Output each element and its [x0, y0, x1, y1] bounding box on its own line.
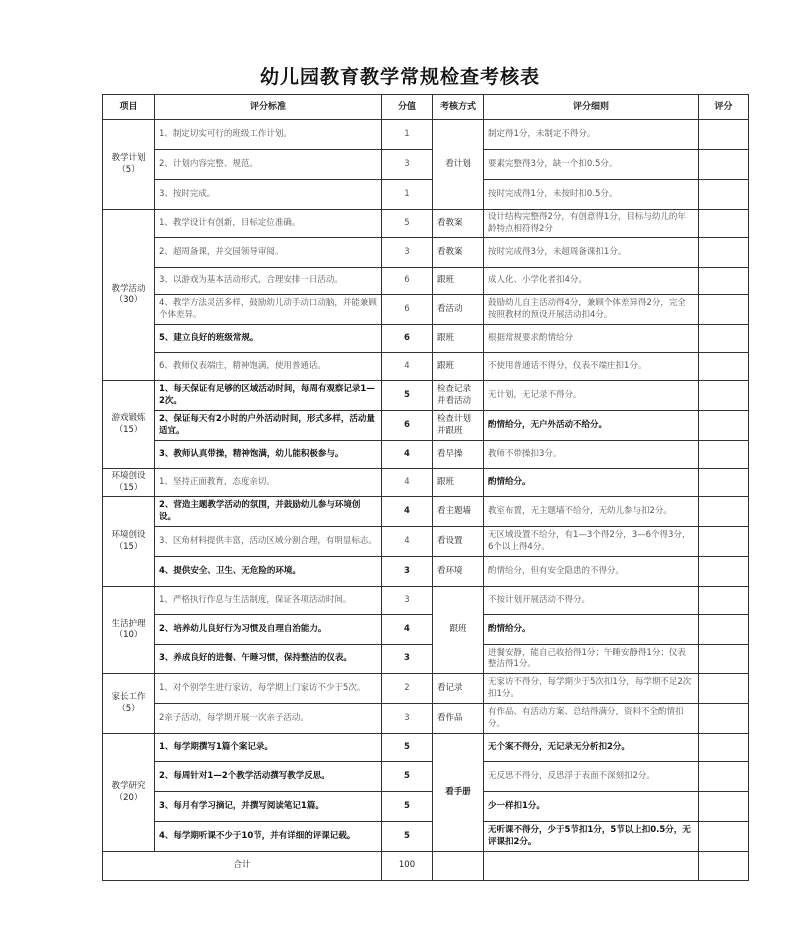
- row-standard: 5、建立良好的班级常规。: [155, 325, 382, 353]
- row-method: 看设置: [433, 527, 484, 557]
- row-standard: 1、制定切实可行的班级工作计划。: [155, 120, 382, 150]
- row-detail: 不按计划开展活动不得分。: [484, 587, 699, 615]
- row-detail: 不使用普通话不得分，仪表不端庄扣1分。: [484, 353, 699, 381]
- row-category: 教学计划（5）: [103, 120, 155, 210]
- row-method: 检查记录并看活动: [433, 381, 484, 411]
- row-rating-input[interactable]: [699, 238, 749, 268]
- row-detail: 无计划，无记录不得分。: [484, 381, 699, 411]
- row-rating-input[interactable]: [699, 734, 749, 762]
- row-method: 跟班: [433, 469, 484, 497]
- table-row: [103, 557, 749, 587]
- row-rating-input[interactable]: [699, 325, 749, 353]
- table-row: [103, 268, 749, 295]
- row-category: 家长工作（5）: [103, 674, 155, 734]
- row-rating-input[interactable]: [699, 150, 749, 180]
- row-detail: 无反思不得分，反思浮于表面不深刻扣2分。: [484, 762, 699, 792]
- row-score: 4: [382, 353, 433, 381]
- row-method: 跟班: [433, 353, 484, 381]
- row-score: 4: [382, 469, 433, 497]
- row-detail: 无个案不得分，无记录无分析扣2分。: [484, 734, 699, 762]
- row-rating-input[interactable]: [699, 587, 749, 615]
- row-category: 游戏锻炼（15）: [103, 381, 155, 469]
- row-rating-input[interactable]: [699, 353, 749, 381]
- table-body: [103, 120, 749, 852]
- row-method: 看教案: [433, 238, 484, 268]
- row-standard: 2、保证每天有2小时的户外活动时间，形式多样，活动量适宜。: [155, 411, 382, 441]
- row-score: 5: [382, 210, 433, 238]
- table-row: [103, 325, 749, 353]
- row-standard: 2、每周针对1—2个教学活动撰写教学反思。: [155, 762, 382, 792]
- row-rating-input[interactable]: [699, 441, 749, 469]
- total-rating: [699, 852, 749, 881]
- row-method: 跟班: [433, 587, 484, 674]
- table-row: [103, 527, 749, 557]
- table-header-row: [103, 95, 749, 120]
- total-row: [103, 852, 749, 881]
- table-row: [103, 210, 749, 238]
- row-score: 3: [382, 238, 433, 268]
- table-row: [103, 381, 749, 411]
- row-detail: 要素完整得3分，缺一个扣0.5分。: [484, 150, 699, 180]
- table-row: [103, 792, 749, 822]
- row-score: 3: [382, 587, 433, 615]
- total-method: [433, 852, 484, 881]
- row-rating-input[interactable]: [699, 645, 749, 674]
- table-row: [103, 674, 749, 704]
- row-standard: 2亲子活动，每学期开展一次亲子活动。: [155, 704, 382, 734]
- row-detail: 无听课不得分，少于5节扣1分，5节以上扣0.5分，无评课扣2分。: [484, 822, 699, 852]
- row-score: 5: [382, 792, 433, 822]
- row-method: 看环境: [433, 557, 484, 587]
- row-score: 2: [382, 674, 433, 704]
- row-score: 3: [382, 557, 433, 587]
- row-score: 6: [382, 295, 433, 325]
- row-detail: 无家访不得分，每学期少于5次扣1分，每学期不足2次扣1分。: [484, 674, 699, 704]
- table-row: [103, 180, 749, 210]
- row-standard: 3、区角材料提供丰富，活动区域分割合理，有明显标志。: [155, 527, 382, 557]
- row-standard: 2、超周备课，并交园领导审阅。: [155, 238, 382, 268]
- row-category: 教学研究（20）: [103, 734, 155, 852]
- row-standard: 3、教师认真带操，精神饱满，幼儿能积极参与。: [155, 441, 382, 469]
- total-label: 合计: [103, 852, 382, 881]
- row-rating-input[interactable]: [699, 822, 749, 852]
- row-rating-input[interactable]: [699, 411, 749, 441]
- row-rating-input[interactable]: [699, 469, 749, 497]
- row-method: 看手册: [433, 734, 484, 852]
- row-detail: 设计结构完整得2分，有创意得1分，目标与幼儿的年龄特点相符得2分: [484, 210, 699, 238]
- row-rating-input[interactable]: [699, 527, 749, 557]
- row-detail: 酌情给分，但有安全隐患的不得分。: [484, 557, 699, 587]
- row-rating-input[interactable]: [699, 762, 749, 792]
- row-detail: 酌情给分。: [484, 469, 699, 497]
- row-standard: 2、培养幼儿良好行为习惯及自理自治能力。: [155, 615, 382, 645]
- table-row: [103, 822, 749, 852]
- row-score: 5: [382, 734, 433, 762]
- row-standard: 4、教学方法灵活多样，鼓励幼儿动手动口动脑，并能兼顾个体差异。: [155, 295, 382, 325]
- row-standard: 6、教师仪表端庄，精神饱满，使用普通话。: [155, 353, 382, 381]
- table-row: [103, 469, 749, 497]
- row-rating-input[interactable]: [699, 210, 749, 238]
- row-detail: 鼓励幼儿自主活动得4分，兼顾个体差异得2分，完全按照教材的预设开展活动扣4分。: [484, 295, 699, 325]
- row-detail: 少一样扣1分。: [484, 792, 699, 822]
- row-detail: 制定得1分，未制定不得分。: [484, 120, 699, 150]
- table-row: [103, 120, 749, 150]
- row-score: 1: [382, 180, 433, 210]
- header-category: 项目: [103, 95, 155, 120]
- row-detail: 根据常规要求酌情给分: [484, 325, 699, 353]
- row-rating-input[interactable]: [699, 381, 749, 411]
- table-row: [103, 238, 749, 268]
- table-row: [103, 497, 749, 527]
- row-detail: 酌情给分。: [484, 615, 699, 645]
- row-score: 5: [382, 762, 433, 792]
- row-detail: 教师不带操扣3分。: [484, 441, 699, 469]
- row-category: 环境创设（15）: [103, 497, 155, 587]
- row-detail: 无区域设置不给分，有1—3个得2分，3—6个得3分，6个以上得4分。: [484, 527, 699, 557]
- row-detail: 教室布置，无主题墙不给分，无幼儿参与扣2分。: [484, 497, 699, 527]
- table-row: [103, 150, 749, 180]
- row-standard: 4、提供安全、卫生、无危险的环境。: [155, 557, 382, 587]
- row-detail: 酌情给分，无户外活动不给分。: [484, 411, 699, 441]
- row-score: 6: [382, 325, 433, 353]
- table-row: [103, 295, 749, 325]
- row-method: 看主题墙: [433, 497, 484, 527]
- row-rating-input[interactable]: [699, 295, 749, 325]
- row-method: 看作品: [433, 704, 484, 734]
- row-standard: 3、养成良好的进餐、午睡习惯，保持整洁的仪表。: [155, 645, 382, 674]
- row-standard: 2、营造主题教学活动的氛围，并鼓励幼儿参与环境创设。: [155, 497, 382, 527]
- row-rating-input[interactable]: [699, 792, 749, 822]
- row-standard: 3、以游戏为基本活动形式，合理安排一日活动。: [155, 268, 382, 295]
- table-row: [103, 441, 749, 469]
- row-rating-input[interactable]: [699, 674, 749, 704]
- row-standard: 3、按时完成。: [155, 180, 382, 210]
- row-score: 3: [382, 704, 433, 734]
- row-rating-input[interactable]: [699, 704, 749, 734]
- row-detail: 成人化、小学化者扣4分。: [484, 268, 699, 295]
- row-method: 看活动: [433, 295, 484, 325]
- header-standard: 评分标准: [155, 95, 382, 120]
- row-score: 4: [382, 441, 433, 469]
- header-method: 考核方式: [433, 95, 484, 120]
- total-score: 100: [382, 852, 433, 881]
- row-score: 4: [382, 615, 433, 645]
- row-rating-input[interactable]: [699, 497, 749, 527]
- table-row: [103, 645, 749, 674]
- row-category: 生活护理（10）: [103, 587, 155, 674]
- row-rating-input[interactable]: [699, 120, 749, 150]
- row-standard: 1、严格执行作息与生活制度，保证各项活动时间。: [155, 587, 382, 615]
- row-standard: 3、每月有学习摘记，并撰写阅读笔记1篇。: [155, 792, 382, 822]
- row-detail: 按时完成得3分，未超周备课扣1分。: [484, 238, 699, 268]
- row-method: 看计划: [433, 120, 484, 210]
- table-row: [103, 734, 749, 762]
- table-row: [103, 704, 749, 734]
- row-detail: 有作品、有活动方案、总结得满分，资料不全酌情扣分。: [484, 704, 699, 734]
- row-score: 6: [382, 411, 433, 441]
- row-standard: 1、对个别学生进行家访，每学期上门家访不少于5次。: [155, 674, 382, 704]
- row-rating-input[interactable]: [699, 615, 749, 645]
- table-row: [103, 353, 749, 381]
- row-score: 3: [382, 150, 433, 180]
- table-row: [103, 587, 749, 615]
- row-method: 检查计划并跟班: [433, 411, 484, 441]
- row-score: 5: [382, 381, 433, 411]
- row-standard: 1、每天保证有足够的区域活动时间，每周有观察记录1—2次。: [155, 381, 382, 411]
- row-rating-input[interactable]: [699, 180, 749, 210]
- row-standard: 1、坚持正面教育，态度亲切。: [155, 469, 382, 497]
- row-score: 6: [382, 268, 433, 295]
- row-standard: 1、教学设计有创新，目标定位准确。: [155, 210, 382, 238]
- row-standard: 4、每学期听课不少于10节，并有详细的评课记载。: [155, 822, 382, 852]
- table-row: [103, 615, 749, 645]
- header-score: 分值: [382, 95, 433, 120]
- row-score: 4: [382, 527, 433, 557]
- row-score: 3: [382, 645, 433, 674]
- row-score: 4: [382, 497, 433, 527]
- row-method: 看早操: [433, 441, 484, 469]
- table-row: [103, 762, 749, 792]
- row-standard: 1、每学期撰写1篇个案记录。: [155, 734, 382, 762]
- table-row: [103, 411, 749, 441]
- row-detail: 按时完成得1分，未按时扣0.5分。: [484, 180, 699, 210]
- page-title: 幼儿园教育教学常规检查考核表: [259, 66, 540, 88]
- header-detail: 评分细则: [484, 95, 699, 120]
- row-method: 跟班: [433, 325, 484, 353]
- total-detail: [484, 852, 699, 881]
- row-rating-input[interactable]: [699, 557, 749, 587]
- row-method: 看教案: [433, 210, 484, 238]
- header-rating: 评分: [699, 95, 749, 120]
- row-standard: 2、计划内容完整、规范。: [155, 150, 382, 180]
- row-method: 跟班: [433, 268, 484, 295]
- row-score: 1: [382, 120, 433, 150]
- row-score: 5: [382, 822, 433, 852]
- row-rating-input[interactable]: [699, 268, 749, 295]
- row-detail: 进餐安静，能自己收拾得1分；午睡安静得1分；仪表整洁得1分。: [484, 645, 699, 674]
- assessment-table: [102, 94, 749, 881]
- row-category: 环境创设（15）: [103, 469, 155, 497]
- row-category: 教学活动（30）: [103, 210, 155, 381]
- row-method: 看记录: [433, 674, 484, 704]
